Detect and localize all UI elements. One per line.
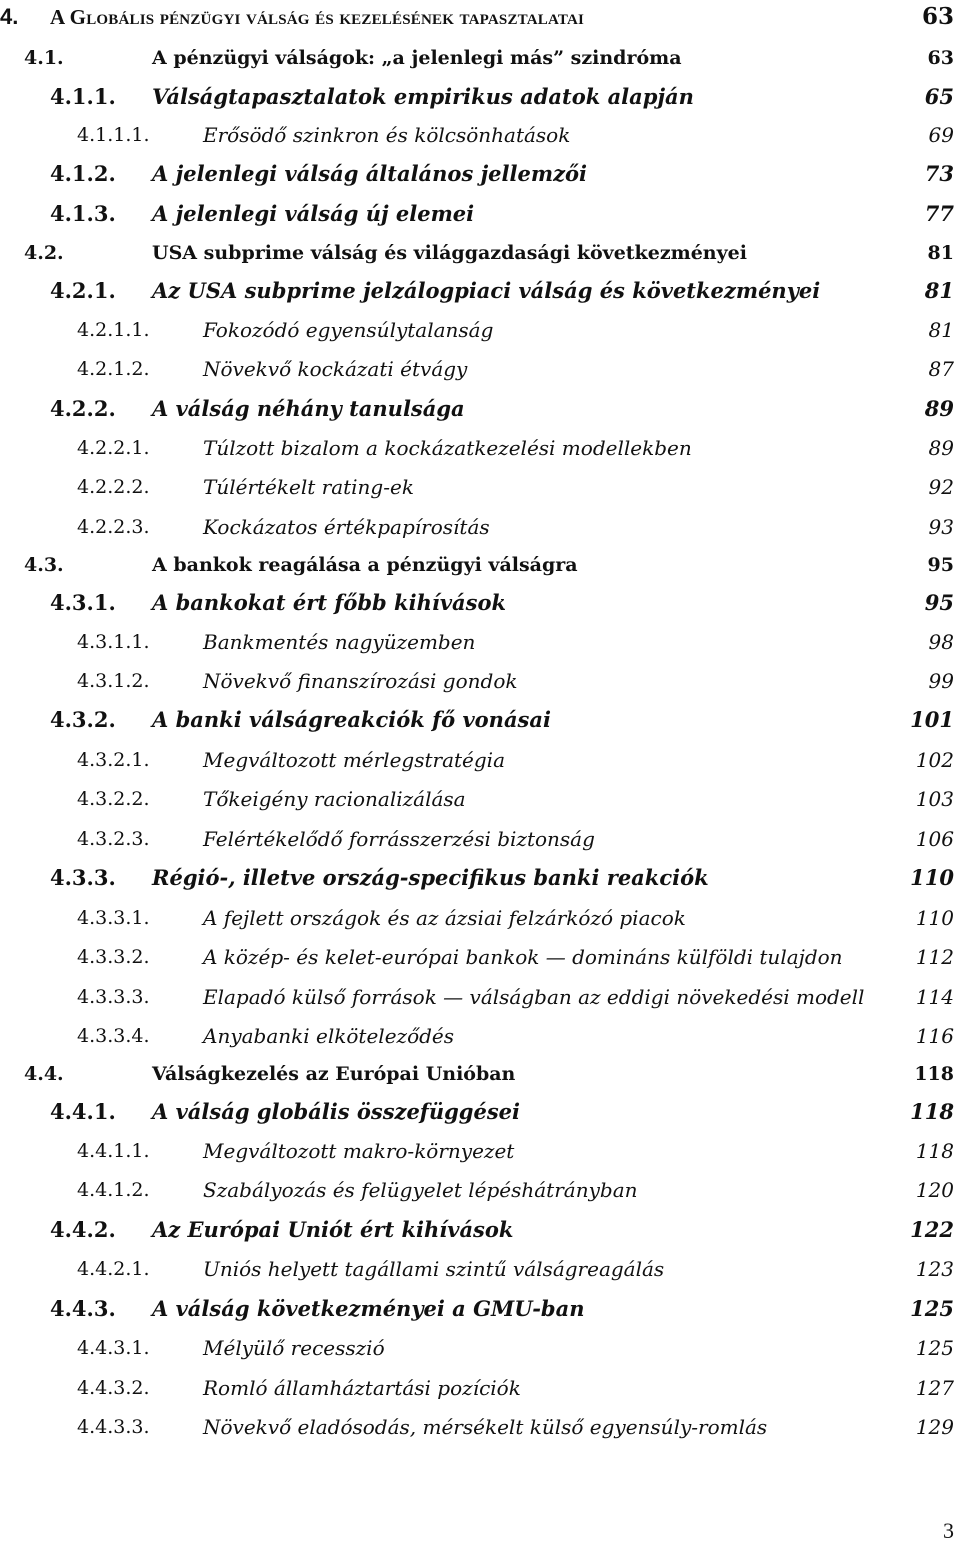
toc-entry-page: 92 — [928, 475, 954, 499]
toc-entry-subsubsection[interactable] — [0, 625, 960, 659]
toc-entry-page: 63 — [921, 3, 954, 30]
toc-entry-subsubsection[interactable] — [0, 431, 960, 465]
toc-entry-subsection[interactable] — [0, 1213, 960, 1247]
toc-entry-page: 87 — [928, 357, 954, 381]
toc-entry-title: A pénzügyi válságok: „a jelenlegi más” szindróma — [152, 47, 682, 69]
toc-entry-title: Romló államháztartási pozíciók — [203, 1376, 521, 1400]
toc-entry-subsubsection[interactable] — [0, 1019, 960, 1053]
toc-entry-title: Bankmentés nagyüzemben — [203, 630, 476, 654]
toc-entry-page: 129 — [915, 1415, 954, 1439]
toc-entry-page: 63 — [927, 47, 954, 69]
toc-entry-page: 112 — [915, 945, 954, 969]
toc-entry-title: Elapadó külső források — válságban az eddigi növekedési modell — [203, 985, 865, 1009]
toc-entry-page: 93 — [928, 515, 954, 539]
toc-entry-title: Válságtapasztalatok empirikus adatok alapján — [152, 84, 694, 109]
toc-entry-number: 4.2.2.1. — [77, 437, 150, 459]
toc-entry-subsection[interactable] — [0, 157, 960, 191]
toc-entry-number: 4.3.1. — [50, 590, 116, 615]
toc-entry-page: 110 — [910, 865, 954, 890]
toc-entry-title: Megváltozott makro-környezet — [203, 1139, 515, 1163]
toc-entry-number: 4.3.3.2. — [77, 946, 150, 968]
toc-entry-section[interactable] — [0, 41, 960, 75]
toc-entry-title: Erősödő szinkron és kölcsönhatások — [203, 123, 571, 147]
toc-entry-title: A fejlett országok és az ázsiai felzárkózó piacok — [203, 906, 686, 930]
toc-entry-page: 95 — [927, 554, 954, 576]
toc-entry-number: 4.1. — [24, 47, 64, 69]
toc-entry-number: 4.4.2. — [50, 1217, 116, 1242]
toc-entry-title: Az Európai Uniót ért kihívások — [152, 1217, 514, 1242]
toc-entry-chapter[interactable] — [0, 0, 960, 34]
toc-entry-number: 4.1.2. — [50, 161, 116, 186]
toc-entry-title: Mélyülő recesszió — [203, 1336, 385, 1360]
toc-entry-subsubsection[interactable] — [0, 980, 960, 1014]
toc-entry-page: 114 — [915, 985, 954, 1009]
toc-entry-page: 77 — [924, 201, 954, 226]
toc-entry-title: A válság globális összefüggései — [152, 1099, 520, 1124]
toc-entry-number: 4.4.1.2. — [77, 1179, 150, 1201]
toc-entry-title: Régió-, illetve ország-specifikus banki reakciók — [152, 865, 709, 890]
toc-entry-page: 118 — [914, 1063, 954, 1085]
toc-entry-number: 4.4.1.1. — [77, 1140, 150, 1162]
toc-entry-title: A közép- és kelet-európai bankok — domináns külföldi tulajdon — [203, 945, 843, 969]
toc-entry-subsubsection[interactable] — [0, 510, 960, 544]
toc-entry-page: 95 — [924, 590, 954, 615]
toc-entry-number: 4.3. — [24, 554, 64, 576]
toc-entry-title: Válságkezelés az Európai Unióban — [152, 1063, 516, 1085]
toc-entry-subsection[interactable] — [0, 197, 960, 231]
toc-entry-number: 4.3.1.1. — [77, 631, 150, 653]
toc-entry-number: 4.3.3.1. — [77, 907, 150, 929]
toc-entry-number: 4.3.2.1. — [77, 749, 150, 771]
toc-entry-subsection[interactable] — [0, 80, 960, 114]
toc-entry-title: Túlértékelt rating-ek — [203, 475, 414, 499]
toc-entry-number: 4.1.1. — [50, 84, 116, 109]
toc-entry-subsection[interactable] — [0, 1292, 960, 1326]
toc-entry-number: 4.3.2. — [50, 707, 116, 732]
toc-entry-page: 122 — [910, 1217, 954, 1242]
toc-entry-subsubsection[interactable] — [0, 1173, 960, 1207]
toc-entry-number: 4.4.3.3. — [77, 1416, 150, 1438]
toc-entry-title: Túlzott bizalom a kockázatkezelési modellekben — [203, 436, 692, 460]
toc-entry-section[interactable] — [0, 548, 960, 582]
toc-entry-title: USA subprime válság és világgazdasági következményei — [152, 242, 747, 264]
toc-entry-subsubsection[interactable] — [0, 470, 960, 504]
toc-entry-number: 4. — [0, 4, 19, 29]
toc-entry-title: A válság néhány tanulsága — [152, 396, 465, 421]
toc-entry-subsubsection[interactable] — [0, 664, 960, 698]
toc-entry-subsubsection[interactable] — [0, 1134, 960, 1168]
toc-entry-page: 101 — [910, 707, 954, 732]
toc-entry-subsubsection[interactable] — [0, 313, 960, 347]
toc-entry-subsection[interactable] — [0, 274, 960, 308]
toc-entry-subsubsection[interactable] — [0, 118, 960, 152]
toc-entry-number: 4.4.3.1. — [77, 1337, 150, 1359]
toc-entry-subsection[interactable] — [0, 586, 960, 620]
toc-entry-number: 4.2.1. — [50, 278, 116, 303]
toc-entry-page: 118 — [910, 1099, 954, 1124]
toc-entry-subsubsection[interactable] — [0, 1331, 960, 1365]
toc-entry-title: Uniós helyett tagállami szintű válságreagálás — [203, 1257, 665, 1281]
toc-entry-title: A jelenlegi válság általános jellemzői — [152, 161, 587, 186]
toc-entry-page: 65 — [924, 84, 954, 109]
toc-entry-page: 81 — [928, 318, 954, 342]
toc-entry-subsubsection[interactable] — [0, 1252, 960, 1286]
toc-entry-page: 106 — [915, 827, 954, 851]
toc-entry-number: 4.4.3. — [50, 1296, 116, 1321]
toc-entry-title: Növekvő eladósodás, mérsékelt külső egyensúly-romlás — [203, 1415, 768, 1439]
toc-entry-title: Felértékelődő forrásszerzési biztonság — [203, 827, 595, 851]
toc-entry-page: 69 — [928, 123, 954, 147]
toc-entry-number: 4.2.2.2. — [77, 476, 150, 498]
toc-entry-number: 4.2. — [24, 242, 64, 264]
toc-entry-page: 89 — [924, 396, 954, 421]
toc-entry-title: Növekvő kockázati étvágy — [203, 357, 468, 381]
toc-entry-page: 110 — [915, 906, 954, 930]
toc-entry-page: 98 — [928, 630, 954, 654]
toc-entry-title: A jelenlegi válság új elemei — [152, 201, 475, 226]
toc-entry-page: 125 — [910, 1296, 954, 1321]
toc-entry-page: 102 — [915, 748, 954, 772]
toc-entry-title: Fokozódó egyensúlytalanság — [203, 318, 494, 342]
toc-entry-subsubsection[interactable] — [0, 782, 960, 816]
toc-entry-subsubsection[interactable] — [0, 1410, 960, 1444]
toc-entry-page: 125 — [915, 1336, 954, 1360]
toc-entry-number: 4.2.1.1. — [77, 319, 150, 341]
toc-entry-number: 4.3.2.3. — [77, 828, 150, 850]
toc-entry-subsection[interactable] — [0, 392, 960, 426]
toc-entry-number: 4.4. — [24, 1063, 64, 1085]
toc-entry-title: Tőkeigény racionalizálása — [203, 787, 466, 811]
page-number: 3 — [943, 1518, 954, 1543]
toc-entry-subsubsection[interactable] — [0, 1371, 960, 1405]
toc-entry-number: 4.3.3.4. — [77, 1025, 150, 1047]
toc-entry-page: 99 — [928, 669, 954, 693]
toc-entry-title: A banki válságreakciók fő vonásai — [152, 707, 551, 732]
toc-entry-page: 81 — [927, 242, 954, 264]
toc-entry-page: 127 — [915, 1376, 954, 1400]
toc-entry-number: 4.1.3. — [50, 201, 116, 226]
toc-entry-number: 4.4.2.1. — [77, 1258, 150, 1280]
toc-entry-number: 4.1.1.1. — [77, 124, 150, 146]
toc-entry-page: 116 — [915, 1024, 954, 1048]
toc-entry-section[interactable] — [0, 236, 960, 270]
toc-entry-title: Növekvő finanszírozási gondok — [203, 669, 518, 693]
toc-entry-page: 73 — [924, 161, 954, 186]
toc-entry-subsection[interactable] — [0, 861, 960, 895]
toc-entry-number: 4.4.3.2. — [77, 1377, 150, 1399]
toc-entry-page: 89 — [928, 436, 954, 460]
toc-entry-number: 4.3.2.2. — [77, 788, 150, 810]
toc-entry-title: Kockázatos értékpapírosítás — [203, 515, 490, 539]
toc-entry-page: 81 — [924, 278, 954, 303]
toc-entry-page: 123 — [915, 1257, 954, 1281]
toc-entry-number: 4.4.1. — [50, 1099, 116, 1124]
toc-entry-subsection[interactable] — [0, 703, 960, 737]
toc-entry-subsubsection[interactable] — [0, 940, 960, 974]
toc-entry-number: 4.3.1.2. — [77, 670, 150, 692]
toc-entry-title: Megváltozott mérlegstratégia — [203, 748, 506, 772]
toc-entry-subsubsection[interactable] — [0, 901, 960, 935]
toc-entry-subsection[interactable] — [0, 1095, 960, 1129]
toc-entry-title: Az USA subprime jelzálogpiaci válság és következményei — [152, 278, 821, 303]
toc-entry-title: A bankokat ért főbb kihívások — [152, 590, 507, 615]
toc-entry-page: 118 — [915, 1139, 954, 1163]
toc-entry-title: A bankok reagálása a pénzügyi válságra — [152, 554, 578, 576]
toc-entry-title: A Globális pénzügyi válság és kezelésének tapasztalatai — [50, 5, 585, 29]
toc-entry-subsubsection[interactable] — [0, 743, 960, 777]
toc-entry-title: Anyabanki elköteleződés — [203, 1024, 455, 1048]
toc-entry-title: A válság következményei a GMU-ban — [152, 1296, 585, 1321]
toc-entry-number: 4.2.2.3. — [77, 516, 150, 538]
toc-entry-number: 4.3.3.3. — [77, 986, 150, 1008]
toc-entry-section[interactable] — [0, 1057, 960, 1091]
toc-entry-page: 120 — [915, 1178, 954, 1202]
toc-entry-number: 4.3.3. — [50, 865, 116, 890]
toc-entry-page: 103 — [915, 787, 954, 811]
toc-entry-subsubsection[interactable] — [0, 352, 960, 386]
toc-entry-title: Szabályozás és felügyelet lépéshátrányban — [203, 1178, 638, 1202]
toc-entry-subsubsection[interactable] — [0, 822, 960, 856]
toc-entry-number: 4.2.1.2. — [77, 358, 150, 380]
toc-entry-number: 4.2.2. — [50, 396, 116, 421]
